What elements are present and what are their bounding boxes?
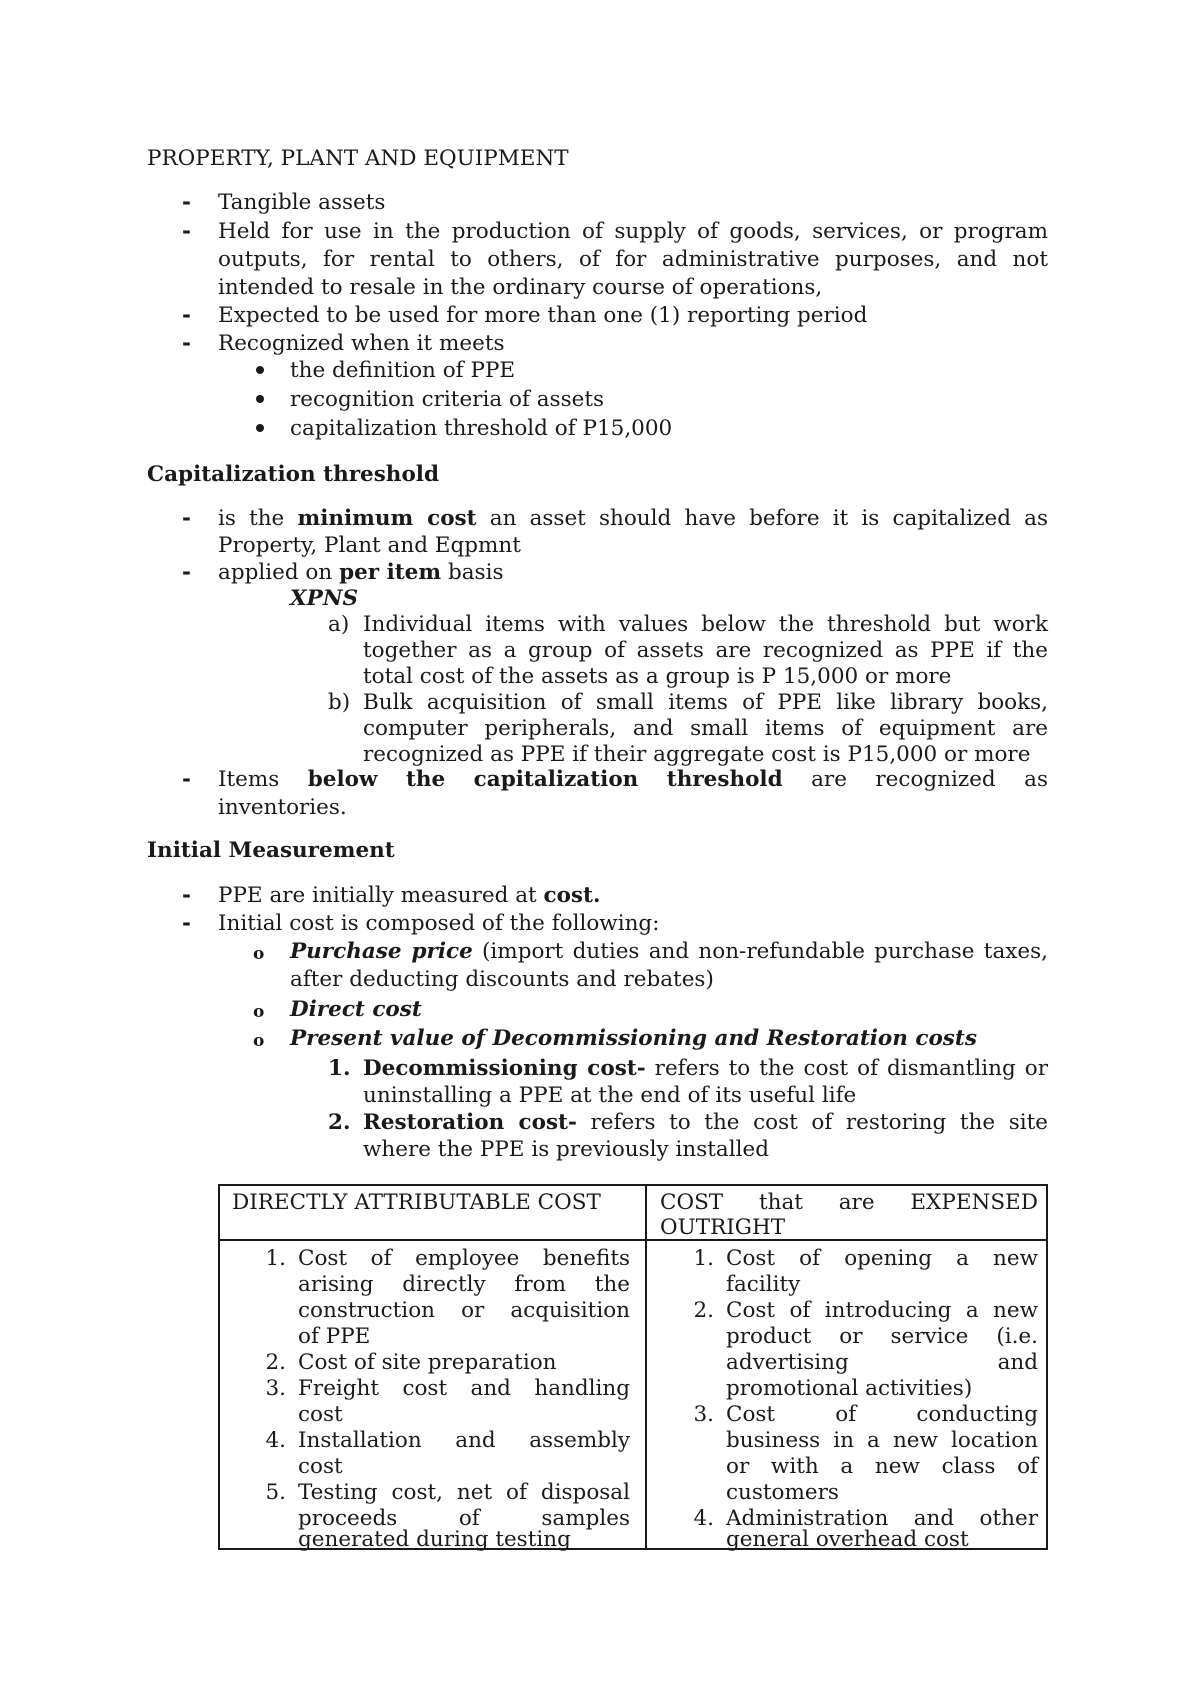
expensed-item-2-line-4: promotional activities) bbox=[726, 1376, 973, 1401]
dash-bullet: - bbox=[182, 883, 191, 908]
attributable-item-1-line-3: construction or acquisition bbox=[298, 1298, 630, 1323]
dash-bullet: - bbox=[182, 911, 191, 936]
cost-comparison-table bbox=[218, 1184, 1048, 1550]
intro-sub-bullet-1: the definition of PPE bbox=[290, 358, 516, 383]
page-title: PROPERTY, PLANT AND EQUIPMENT bbox=[147, 146, 569, 171]
table-header-expensed-line-1: COST that are EXPENSED bbox=[660, 1190, 1038, 1215]
list-marker: 1. bbox=[693, 1246, 714, 1271]
intro-bullet-2-line-1: Held for use in the production of supply of goods, services, or program bbox=[218, 219, 1048, 244]
attributable-item-1-line-1: Cost of employee benefits bbox=[298, 1246, 630, 1271]
restoration-line-2: where the PPE is previously installed bbox=[363, 1137, 769, 1162]
expensed-item-2-line-1: Cost of introducing a new bbox=[726, 1298, 1038, 1323]
intro-bullet-1: Tangible assets bbox=[218, 190, 386, 215]
o-bullet-icon: o bbox=[253, 1031, 265, 1051]
list-marker: 3. bbox=[265, 1376, 286, 1401]
restoration-line-1: Restoration cost- refers to the cost of restoring the site bbox=[363, 1110, 1048, 1135]
expensed-item-4-line-1: Administration and other bbox=[726, 1506, 1038, 1531]
threshold-bullet-3-line-1: Items below the capitalization threshold are recognized as bbox=[218, 767, 1049, 792]
exception-a-line-2: together as a group of assets are recognized as PPE if the bbox=[363, 638, 1048, 663]
list-marker: 1. bbox=[328, 1056, 351, 1081]
attributable-item-5-line-1: Testing cost, net of disposal bbox=[298, 1480, 630, 1505]
intro-bullet-2-line-2: outputs, for rental to others, of for administrative purposes, and not bbox=[218, 247, 1048, 272]
expensed-item-3-line-3: or with a new class of bbox=[726, 1454, 1038, 1479]
intro-sub-bullet-3: capitalization threshold of P15,000 bbox=[290, 416, 673, 441]
initial-bullet-1: PPE are initially measured at cost. bbox=[218, 883, 601, 908]
expensed-item-1-line-1: Cost of opening a new bbox=[726, 1246, 1038, 1271]
list-marker: 2. bbox=[328, 1110, 351, 1135]
cost-component-3: Present value of Decommissioning and Restoration costs bbox=[290, 1026, 977, 1051]
list-marker: 3. bbox=[693, 1402, 714, 1427]
attributable-item-5-line-2: proceeds of samples bbox=[298, 1506, 630, 1531]
attributable-item-3-line-2: cost bbox=[298, 1402, 343, 1427]
table-header-expensed-line-2: OUTRIGHT bbox=[660, 1215, 786, 1240]
decommissioning-line-1: Decommissioning cost- refers to the cost of dismantling or bbox=[363, 1056, 1048, 1081]
expensed-item-2-line-3: advertising and bbox=[726, 1350, 1038, 1375]
cost-component-1-line-2: after deducting discounts and rebates) bbox=[290, 967, 714, 992]
exception-b-line-3: recognized as PPE if their aggregate cost is P15,000 or more bbox=[363, 742, 1031, 767]
list-marker: b) bbox=[328, 690, 351, 715]
section-heading-initial: Initial Measurement bbox=[147, 838, 395, 863]
bullet-dot-icon bbox=[256, 366, 264, 374]
list-marker: a) bbox=[328, 612, 350, 637]
initial-bullet-2: Initial cost is composed of the following: bbox=[218, 911, 660, 936]
expensed-item-3-line-2: business in a new location bbox=[726, 1428, 1038, 1453]
threshold-bullet-1-line-2: Property, Plant and Eqpmnt bbox=[218, 533, 521, 558]
intro-bullet-4: Recognized when it meets bbox=[218, 331, 505, 356]
dash-bullet: - bbox=[182, 331, 191, 356]
attributable-item-4-line-1: Installation and assembly bbox=[298, 1428, 630, 1453]
attributable-item-1-line-2: arising directly from the bbox=[298, 1272, 630, 1297]
dash-bullet: - bbox=[182, 219, 191, 244]
exception-a-line-3: total cost of the assets as a group is P 15,000 or more bbox=[363, 664, 952, 689]
dash-bullet: - bbox=[182, 767, 191, 792]
list-marker: 4. bbox=[693, 1506, 714, 1531]
intro-bullet-2-line-3: intended to resale in the ordinary course of operations, bbox=[218, 275, 823, 300]
exception-b-line-1: Bulk acquisition of small items of PPE like library books, bbox=[363, 690, 1048, 715]
dash-bullet: - bbox=[182, 190, 191, 215]
bullet-dot-icon bbox=[256, 395, 264, 403]
threshold-bullet-1-line-1: is the minimum cost an asset should have before it is capitalized as bbox=[218, 506, 1048, 531]
attributable-item-4-line-2: cost bbox=[298, 1454, 343, 1479]
o-bullet-icon: o bbox=[253, 944, 265, 964]
attributable-item-3-line-1: Freight cost and handling bbox=[298, 1376, 630, 1401]
exception-b-line-2: computer peripherals, and small items of equipment are bbox=[363, 716, 1048, 741]
threshold-bullet-3-line-2: inventories. bbox=[218, 795, 347, 820]
attributable-item-5-line-3: generated during testing bbox=[298, 1527, 571, 1552]
intro-bullet-3: Expected to be used for more than one (1) reporting period bbox=[218, 303, 868, 328]
table-header-directly-attributable: DIRECTLY ATTRIBUTABLE COST bbox=[232, 1190, 601, 1215]
expensed-item-3-line-1: Cost of conducting bbox=[726, 1402, 1038, 1427]
cost-component-2: Direct cost bbox=[290, 997, 422, 1022]
decommissioning-line-2: uninstalling a PPE at the end of its useful life bbox=[363, 1083, 857, 1108]
list-marker: 5. bbox=[265, 1480, 286, 1505]
list-marker: 4. bbox=[265, 1428, 286, 1453]
attributable-item-2: Cost of site preparation bbox=[298, 1350, 557, 1375]
dash-bullet: - bbox=[182, 560, 191, 585]
xpns-label: XPNS bbox=[290, 586, 359, 611]
bullet-dot-icon bbox=[256, 424, 264, 432]
intro-sub-bullet-2: recognition criteria of assets bbox=[290, 387, 604, 412]
dash-bullet: - bbox=[182, 506, 191, 531]
expensed-item-2-line-2: product or service (i.e. bbox=[726, 1324, 1038, 1349]
dash-bullet: - bbox=[182, 303, 191, 328]
section-heading-threshold: Capitalization threshold bbox=[147, 462, 439, 487]
list-marker: 2. bbox=[265, 1350, 286, 1375]
exception-a-line-1: Individual items with values below the threshold but work bbox=[363, 612, 1048, 637]
o-bullet-icon: o bbox=[253, 1002, 265, 1022]
list-marker: 2. bbox=[693, 1298, 714, 1323]
expensed-item-1-line-2: facility bbox=[726, 1272, 801, 1297]
attributable-item-1-line-4: of PPE bbox=[298, 1324, 371, 1349]
cost-component-1-line-1: Purchase price (import duties and non-refundable purchase taxes, bbox=[290, 939, 1048, 964]
list-marker: 1. bbox=[265, 1246, 286, 1271]
expensed-item-4-line-2: general overhead cost bbox=[726, 1527, 969, 1552]
expensed-item-3-line-4: customers bbox=[726, 1480, 839, 1505]
threshold-bullet-2: applied on per item basis bbox=[218, 560, 504, 585]
table-header-divider bbox=[220, 1239, 1046, 1241]
